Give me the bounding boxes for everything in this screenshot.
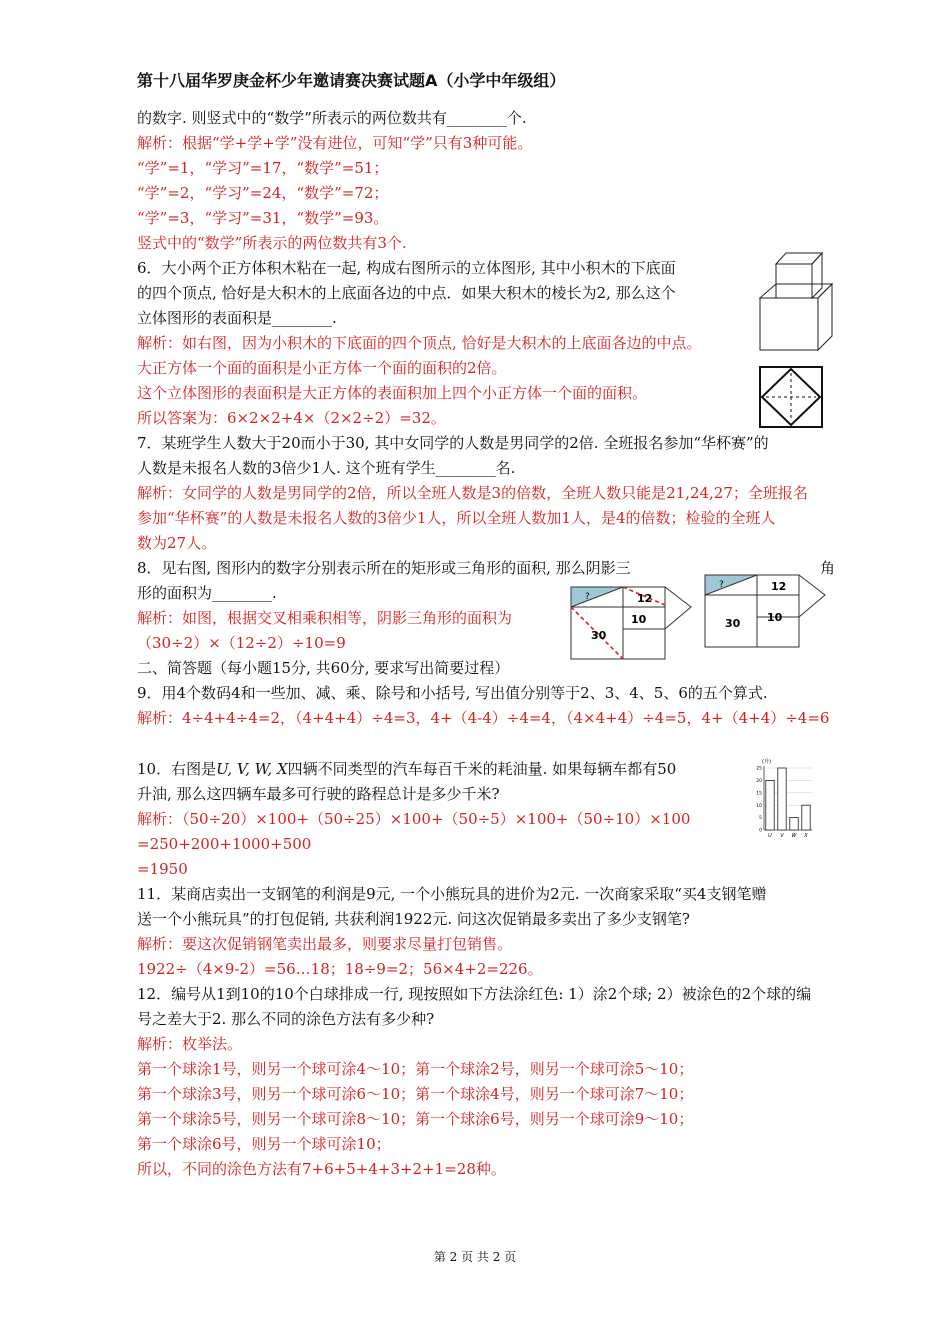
q8-fig-label-q: ? xyxy=(585,592,590,602)
q6-solution-line: 解析：如右图，因为小积木的下底面的四个顶点, 恰好是大积木的上底面各边的中点。 xyxy=(137,334,702,352)
q6-cube-figure xyxy=(756,248,836,354)
chart-ytick-label: 20 xyxy=(756,779,762,784)
chart-xtick-label: W xyxy=(791,833,797,839)
q12-text-line: 12．编号从1到10的10个白球排成一行, 现按照如下方法涂红色: 1）涂2个球; 2）被涂色的2个球的编 xyxy=(137,985,812,1003)
q12-solution-line: 所以，不同的涂色方法有7+6+5+4+3+2+1=28种。 xyxy=(137,1160,506,1178)
q6-top-view-figure xyxy=(758,365,824,429)
q12-solution-line: 第一个球涂6号，则另一个球可涂10； xyxy=(137,1135,391,1153)
q6-text-line: 的四个顶点, 恰好是大积木的上底面各边的中点．如果大积木的棱长为2, 那么这个 xyxy=(137,284,676,302)
chart-ytick-label: 15 xyxy=(756,791,762,797)
chart-ytick-label: 5 xyxy=(759,816,762,822)
chart-ylabel: (升) xyxy=(762,759,771,765)
q5-solution-line: 竖式中的“数学”所表示的两位数共有3个. xyxy=(137,234,407,252)
q8-solution-figure xyxy=(569,585,693,661)
q8-fig-label-b: 30 xyxy=(725,617,741,630)
q7-text-line: 7．某班学生人数大于20而小于30, 其中女同学的人数是男同学的2倍. 全班报名参加“华杯赛”的 xyxy=(137,434,769,452)
q12-solution-line: 第一个球涂3号，则另一个球可涂6～10；第一个球涂4号，则另一个球可涂7～10； xyxy=(137,1085,694,1103)
q6-solution-line: 这个立体图形的表面积是大正方体的表面积加上四个小正方体一个面的面积。 xyxy=(137,384,648,402)
chart-bar-W xyxy=(790,818,798,830)
q5-solution-line: “学”=3，“学习”=31，“数学”=93。 xyxy=(137,209,389,227)
q8-fig-label-c: 10 xyxy=(631,613,647,626)
q11-solution-line: 解析：要这次促销钢笔卖出最多，则要求尽量打包销售。 xyxy=(137,935,513,953)
q8-figure xyxy=(703,573,827,649)
q12-solution-line: 解析：枚举法。 xyxy=(137,1035,243,1053)
q5-solution-line: 解析：根据“学+学+学”没有进位，可知“学”只有3种可能。 xyxy=(137,134,533,152)
q6-text-line: 6．大小两个正方体积木粘在一起, 构成右图所示的立体图形, 其中小积木的下底面 xyxy=(137,259,676,277)
chart-xtick-label: V xyxy=(780,833,784,839)
chart-ytick-label: 0 xyxy=(759,828,762,834)
chart-ytick-label: 25 xyxy=(756,766,762,772)
q5-text: 的数字. 则竖式中的“数学”所表示的两位数共有________个. xyxy=(137,109,527,127)
q8-fig-label-a: 12 xyxy=(771,580,787,593)
q8-fig-label-a: 12 xyxy=(637,592,653,605)
q10-bar-chart xyxy=(750,756,816,842)
q9-text: 9．用4个数码4和一些加、减、乘、除号和小括号, 写出值分别等于2、3、4、5、6的五个算式. xyxy=(137,684,768,702)
q8-fig-label-q: ? xyxy=(719,580,724,590)
q7-solution-line: 数为27人。 xyxy=(137,534,217,552)
q8-solution-line: 解析：如图，根据交叉相乘积相等，阴影三角形的面积为 xyxy=(137,609,513,627)
q10-text-line xyxy=(137,758,676,780)
section-heading: 二、简答题（每小题15分, 共60分, 要求写出简要过程） xyxy=(137,659,510,677)
q10-text-post: 四辆不同类型的汽车每百千米的耗油量. 如果每辆车都有50 xyxy=(287,760,677,778)
q8-fig-label-b: 30 xyxy=(591,629,607,642)
q11-text-line: 送一个小熊玩具”的打包促销, 共获利润1922元. 问这次促销最多卖出了多少支钢笔? xyxy=(137,910,690,928)
q8-text-line: 8．见右图, 图形内的数字分别表示所在的矩形或三角形的面积, 那么阴影三 xyxy=(137,559,631,577)
q9-solution: 解析：4÷4+4÷4=2，（4+4+4）÷4=3，4+（4-4）÷4=4，（4×4+4）÷4=5，4+（4+4）÷4=6 xyxy=(137,709,830,727)
q12-solution-line: 第一个球涂5号，则另一个球可涂8～10；第一个球涂6号，则另一个球可涂9～10； xyxy=(137,1110,694,1128)
chart-bar-X xyxy=(802,805,810,830)
q6-solution-line: 所以答案为：6×2×2+4×（2×2÷2）=32。 xyxy=(137,409,446,427)
chart-xtick-label: U xyxy=(768,833,772,839)
q11-solution-line: 1922÷（4×9-2）=56…18；18÷9=2；56×4+2=226。 xyxy=(137,960,543,978)
q10-vars: U, V, W, X xyxy=(216,760,288,778)
q6-solution-line: 大正方体一个面的面积是小正方体一个面的面积的2倍。 xyxy=(137,359,507,377)
q7-solution-line: 参加“华杯赛”的人数是未报名人数的3倍少1人，所以全班人数加1人，是4的倍数；检验的全班人 xyxy=(137,509,776,527)
q6-text-line: 立体图形的表面积是________. xyxy=(137,309,337,327)
q8-solution-line: （30÷2）×（12÷2）÷10=9 xyxy=(137,634,346,652)
page-title: 第十八届华罗庚金杯少年邀请赛决赛试题A（小学中年级组） xyxy=(137,71,566,90)
q7-text-line: 人数是未报名人数的3倍少1人. 这个班有学生________名. xyxy=(137,459,516,477)
q10-text-pre: 10．右图是 xyxy=(137,760,217,778)
q5-solution-line: “学”=2，“学习”=24，“数学”=72； xyxy=(137,184,389,202)
q5-solution-line: “学”=1，“学习”=17，“数学”=51； xyxy=(137,159,389,177)
q10-solution-line: =250+200+1000+500 xyxy=(137,835,312,853)
q8-text-line: 形的面积为________. xyxy=(137,584,277,602)
chart-xtick-label: X xyxy=(804,833,808,839)
q12-solution-line: 第一个球涂1号，则另一个球可涂4～10；第一个球涂2号，则另一个球可涂5～10； xyxy=(137,1060,694,1078)
chart-bar-V xyxy=(778,768,786,830)
q8-text-line-end: 角 xyxy=(820,559,836,577)
page-footer: 第 2 页 共 2 页 xyxy=(433,1250,517,1264)
q7-solution-line: 解析：女同学的人数是男同学的2倍，所以全班人数是3的倍数，全班人数只能是21,24,27；全班报名 xyxy=(137,484,808,502)
q12-text-line: 号之差大于2. 那么不同的涂色方法有多少种? xyxy=(137,1010,435,1028)
q10-text-line: 升油, 那么这四辆车最多可行驶的路程总计是多少千米? xyxy=(137,785,500,803)
chart-ytick-label: 10 xyxy=(756,803,762,809)
q8-fig-label-c: 10 xyxy=(767,611,783,624)
q11-text-line: 11．某商店卖出一支钢笔的利润是9元, 一个小熊玩具的进价为2元. 一次商家采取“买4支钢笔赠 xyxy=(137,885,767,903)
chart-bar-U xyxy=(766,780,774,830)
q10-solution-line: 解析：（50÷20）×100+（50÷25）×100+（50÷5）×100+（50÷10）×100 xyxy=(137,810,691,828)
q10-solution-line: =1950 xyxy=(137,860,188,878)
